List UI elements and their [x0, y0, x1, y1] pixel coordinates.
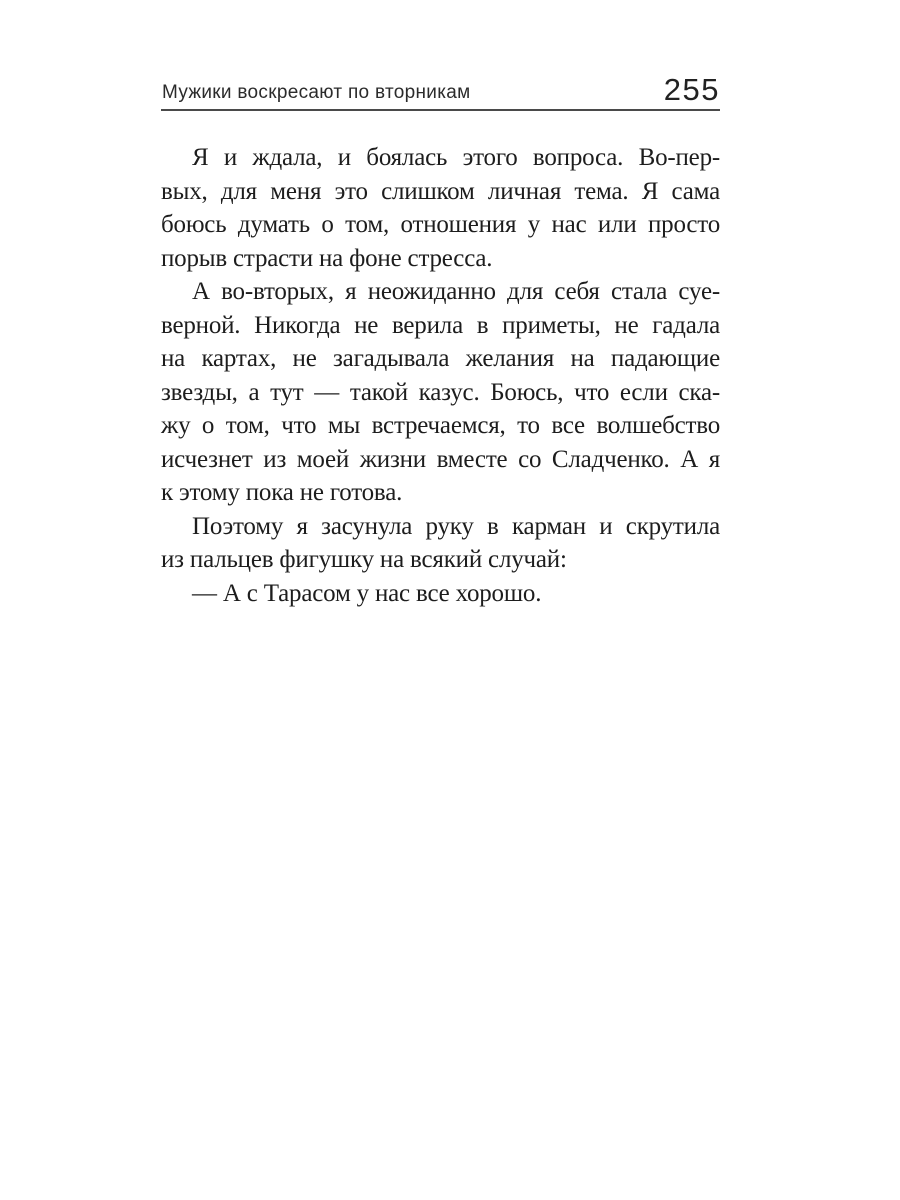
text-line: к этому пока не готова. [161, 479, 403, 506]
paragraph [161, 577, 720, 611]
running-title: Мужики воскресают по вторникам [162, 82, 471, 103]
text-line: — А с Тарасом у нас все хорошо. [192, 579, 542, 607]
text-block [161, 141, 720, 610]
text-line: А во-вторых, я неожиданно для себя стала суе- [192, 278, 720, 305]
text-line: Я и ждала, и боялась этого вопроса. Во-пер- [192, 144, 720, 171]
text-line: исчезнет из моей жизни вместе со Сладченко. А я [161, 445, 720, 473]
text-line: верной. Никогда не верила в приметы, не гадала [161, 311, 720, 339]
text-line: порыв страсти на фоне стресса. [161, 244, 493, 272]
paragraph [161, 275, 720, 510]
text-line: из пальцев фигушку на всякий случай: [161, 546, 567, 573]
text-line: жу о том, что мы встречаемся, то все волшебство [161, 412, 720, 439]
text-line: боюсь думать о том, отношения у нас или просто [161, 211, 720, 238]
text-line: вых, для меня это слишком личная тема. Я сама [161, 177, 720, 205]
paragraph [161, 141, 720, 275]
text-line: Поэтому я засунула руку в карман и скрутила [192, 512, 720, 540]
text-line: звезды, а тут — такой казус. Боюсь, что если ска- [161, 378, 720, 406]
running-header [161, 0, 720, 111]
page-number: 255 [663, 72, 720, 107]
text-line: на картах, не загадывала желания на падающие [161, 345, 720, 372]
paragraph [161, 510, 720, 577]
